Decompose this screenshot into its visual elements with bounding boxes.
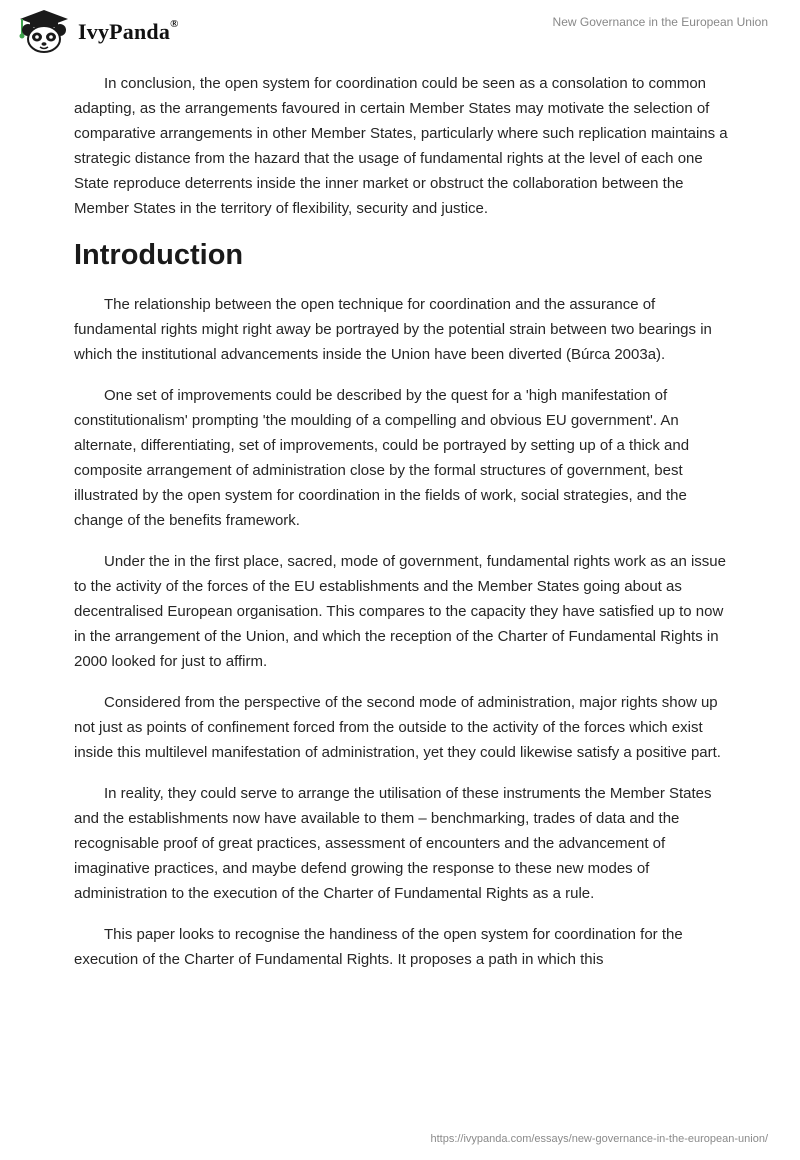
paragraph: The relationship between the open technique for coordination and the assurance of fundamental rights might right away be portrayed by the potential strain between two bearings in which the institutional advancements inside the Union have been diverted (Búrca 2003a). [74, 296, 712, 363]
paragraph: This paper looks to recognise the handiness of the open system for coordination for the execution of the Charter of Fundamental Rights. It proposes a path in which this [74, 926, 683, 968]
brand-name[interactable] [78, 19, 179, 45]
section-heading-introduction: Introduction [74, 239, 244, 271]
paragraph: Considered from the perspective of the second mode of administration, major rights show up not just as points of confinement forced from the outside to the activity of the forces which exist inside this multilevel manifestation of administration, yet they could likewise satisfy a positive part. [74, 694, 721, 761]
brand-text: IvyPanda [78, 19, 171, 44]
paragraph-conclusion: In conclusion, the open system for coordination could be seen as a consolation to common adapting, as the arrangements favoured in certain Member States may motivate the selection of comparative arrangements in other Member States, particularly where such replication maintains a strategic distance from the hazard that the usage of fundamental rights at the level of each one State reproduce deterrents inside the inner market or obstruct the collaboration between the Member States in the territory of flexibility, security and justice. [74, 75, 728, 217]
paragraph: In reality, they could serve to arrange the utilisation of these instruments the Member States and the establishments now have available to them – benchmarking, trades of data and the recognisable proof of great practices, assessment of encounters and the advancement of imaginative practices, and maybe defend growing the response to these new modes of administration to the execution of the Charter of Fundamental Rights as a rule. [74, 785, 712, 902]
registered-mark: ® [170, 17, 179, 30]
paragraph: Under the in the first place, sacred, mode of government, fundamental rights work as an issue to the activity of the forces of the EU establishments and the Member States going about as decentralised European organisation. This compares to the capacity they have satisfied up to now in the arrangement of the Union, and which the reception of the Charter of Fundamental Rights in 2000 looked for just to affirm. [74, 553, 726, 670]
source-url[interactable]: https://ivypanda.com/essays/new-governance-in-the-european-union/ [430, 1133, 768, 1145]
page-header [0, 0, 800, 60]
document-title: New Governance in the European Union [552, 15, 768, 29]
paragraph: One set of improvements could be described by the quest for a 'high manifestation of constitutionalism' prompting 'the moulding of a compelling and obvious EU government'. An alternate, differentiating, set of improvements, could be portrayed by setting up of a thick and composite arrangement of administration close by the formal structures of government, best illustrated by the open system for coordination in the fields of work, social strategies, and the change of the benefits framework. [74, 387, 690, 529]
panda-graduate-icon[interactable] [14, 8, 74, 54]
essay-content [74, 71, 734, 988]
